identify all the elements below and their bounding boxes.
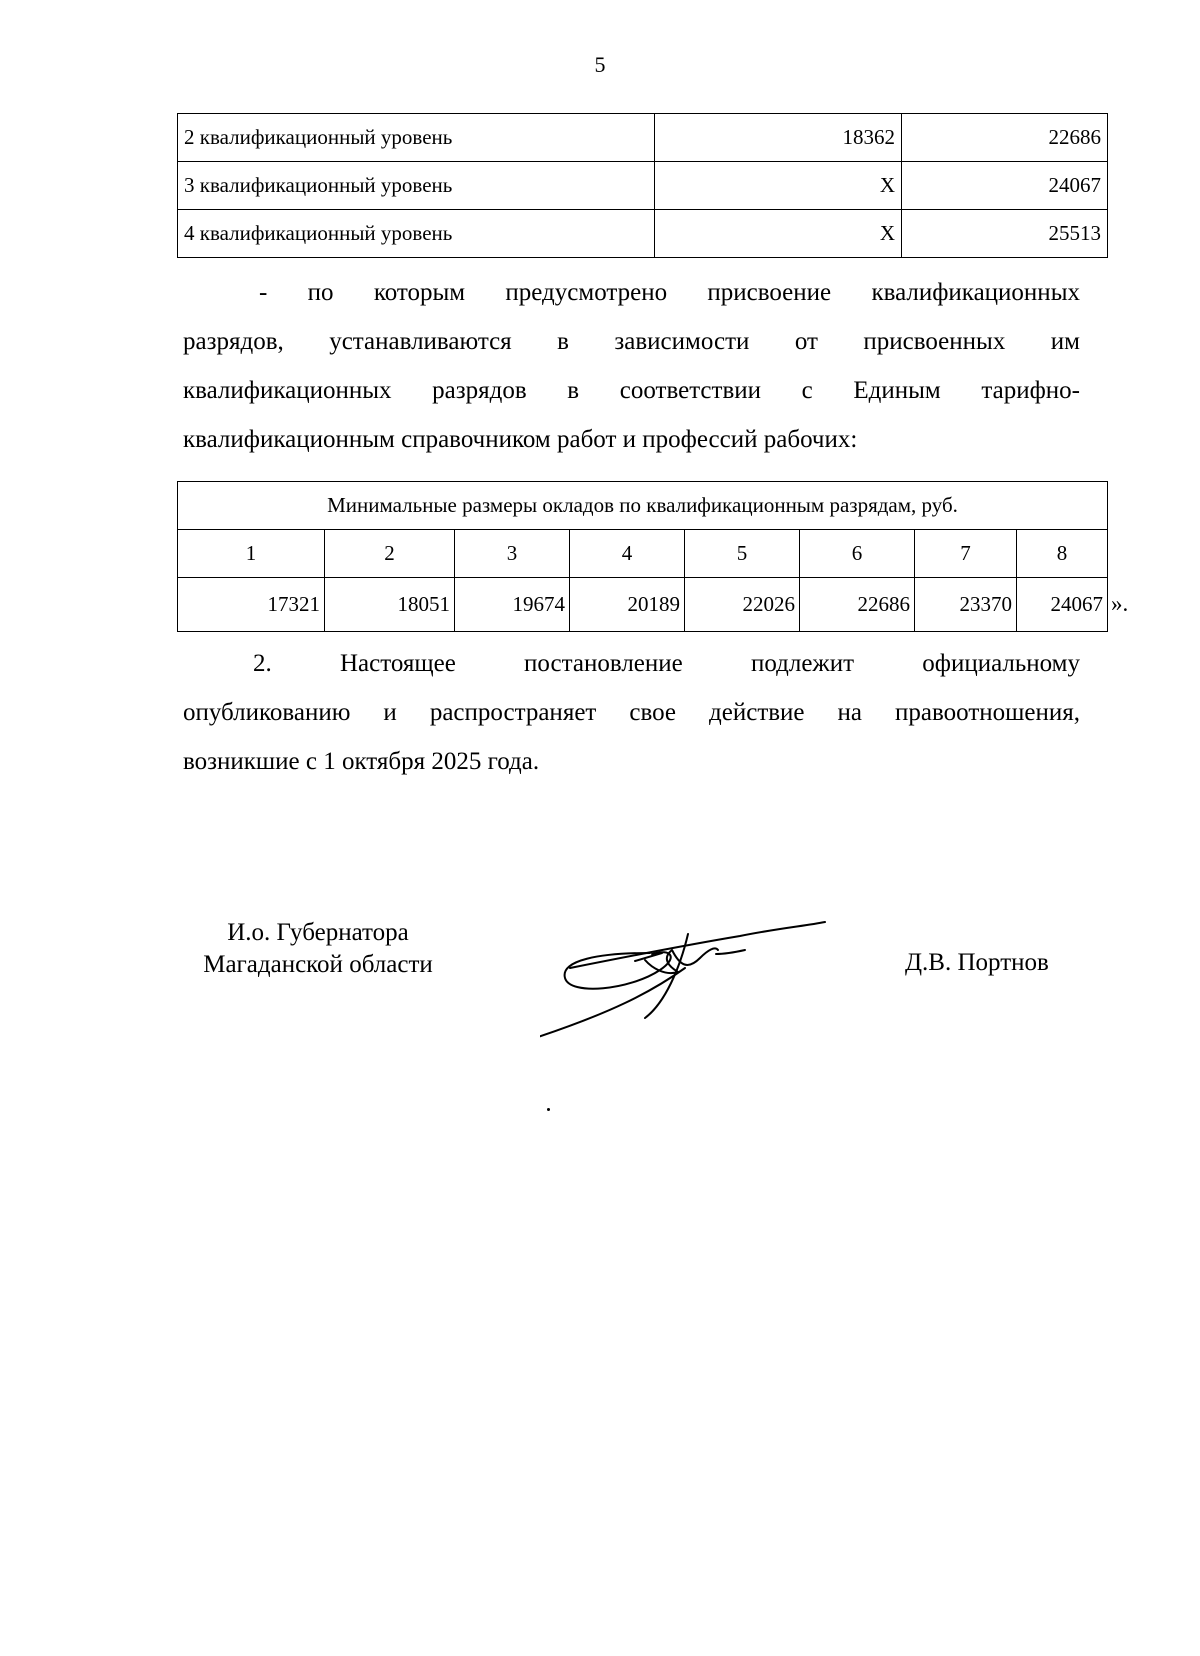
paragraph-line: - по которым предусмотрено присвоение квалификационных bbox=[259, 279, 1080, 306]
closing-quote: ». bbox=[1111, 591, 1129, 616]
grade-number: 1 bbox=[178, 530, 325, 578]
paragraph-line: возникшие с 1 октября 2025 года. bbox=[183, 748, 540, 775]
paragraph-publication bbox=[183, 639, 1080, 786]
grade-value-row bbox=[178, 578, 1108, 632]
level-value-2: 22686 bbox=[902, 114, 1108, 162]
grade-salary: 23370 bbox=[915, 578, 1017, 632]
grade-number: 2 bbox=[325, 530, 455, 578]
paragraph-qualification-grades bbox=[183, 268, 1080, 464]
table-row bbox=[178, 162, 1108, 210]
grade-salary: 17321 bbox=[178, 578, 325, 632]
table-header-row bbox=[178, 482, 1108, 530]
level-value-2: 24067 bbox=[902, 162, 1108, 210]
grade-number: 5 bbox=[685, 530, 800, 578]
table-header: Минимальные размеры окладов по квалификационным разрядам, руб. bbox=[178, 482, 1108, 530]
scan-speck bbox=[547, 1108, 550, 1111]
grade-salary-table bbox=[177, 481, 1108, 632]
qualification-level-table bbox=[177, 113, 1108, 258]
grade-number: 8 bbox=[1017, 530, 1108, 578]
handwritten-signature bbox=[540, 898, 840, 1048]
level-value-2: 25513 bbox=[902, 210, 1108, 258]
paragraph-line: опубликованию и распространяет свое действие на правоотношения, bbox=[183, 699, 1080, 726]
grade-salary: 18051 bbox=[325, 578, 455, 632]
grade-salary: 22026 bbox=[685, 578, 800, 632]
table-row bbox=[178, 114, 1108, 162]
signatory-title-line: И.о. Губернатора bbox=[227, 919, 409, 946]
grade-salary: 19674 bbox=[455, 578, 570, 632]
level-label: 2 квалификационный уровень bbox=[178, 114, 655, 162]
grade-number: 3 bbox=[455, 530, 570, 578]
level-label: 3 квалификационный уровень bbox=[178, 162, 655, 210]
table-row bbox=[178, 210, 1108, 258]
grade-number: 4 bbox=[570, 530, 685, 578]
grade-number-row bbox=[178, 530, 1108, 578]
signatory-title bbox=[183, 917, 453, 981]
level-label: 4 квалификационный уровень bbox=[178, 210, 655, 258]
level-value-1: Х bbox=[655, 210, 902, 258]
paragraph-line: разрядов, устанавливаются в зависимости от присвоенных им bbox=[183, 328, 1080, 355]
signatory-title-line: Магаданской области bbox=[203, 951, 433, 978]
level-value-1: 18362 bbox=[655, 114, 902, 162]
grade-salary: 24067 bbox=[1017, 578, 1108, 632]
grade-number: 7 bbox=[915, 530, 1017, 578]
paragraph-line: квалификационных разрядов в соответствии с Единым тарифно- bbox=[183, 377, 1080, 404]
signatory-name: Д.В. Портнов bbox=[905, 949, 1049, 976]
grade-salary: 22686 bbox=[800, 578, 915, 632]
grade-number: 6 bbox=[800, 530, 915, 578]
paragraph-line: квалификационным справочником работ и профессий рабочих: bbox=[183, 426, 858, 453]
page-number: 5 bbox=[594, 52, 606, 77]
level-value-1: Х bbox=[655, 162, 902, 210]
grade-salary: 20189 bbox=[570, 578, 685, 632]
paragraph-line: 2. Настоящее постановление подлежит официальному bbox=[253, 650, 1080, 677]
